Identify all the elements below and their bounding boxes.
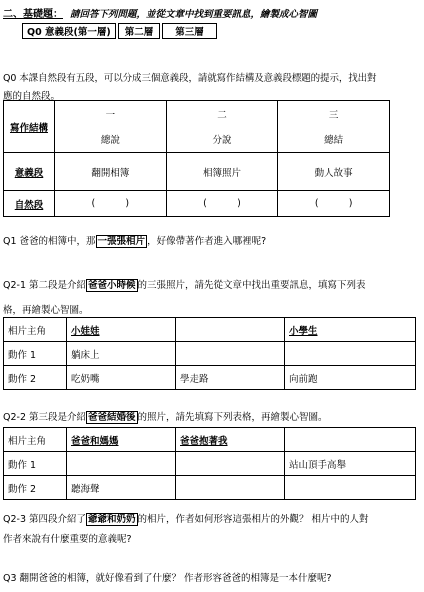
q23-suffix: 的相片，作者如何形容這張相片的外觀？ 相片中的人對 [137, 514, 369, 525]
q23-prefix: Q2-3 第四段介紹了 [3, 514, 87, 525]
q22-cell-2-1: 聽海聲 [67, 476, 176, 500]
q21-highlight: 爸爸小時候 [88, 280, 136, 291]
q21-cell-0-0: 相片主角 [4, 318, 67, 342]
q22-cell-0-0: 相片主角 [4, 428, 67, 452]
q22-cell-1-2 [176, 452, 285, 476]
q21-cell-1-2 [176, 342, 285, 366]
col3-number: 三 [278, 101, 390, 127]
col1-natural: ( ) [55, 191, 167, 217]
q21-prefix: Q2-1 第二段是介紹 [3, 280, 87, 291]
q23-highlight: 爺爺和奶奶 [88, 514, 136, 525]
row-header-natural: 自然段 [4, 191, 55, 217]
col1-number: 一 [55, 101, 167, 127]
col3-natural: ( ) [278, 191, 390, 217]
col2-structure: 分說 [166, 127, 278, 153]
q22-cell-1-1 [67, 452, 176, 476]
q22-cell-0-1: 爸爸和媽媽 [67, 428, 176, 452]
q3-question: Q3 翻開爸爸的相簿，就好像看到了什麼？ 作者形容爸爸的相簿是一本什麼呢? [3, 573, 332, 584]
q21-cell-1-3 [285, 342, 416, 366]
q0-line2: 應的自然段。 [3, 91, 61, 102]
col3-structure: 總結 [278, 127, 390, 153]
row-header-meaning: 意義段 [4, 153, 55, 191]
instruction-text: 請回答下列問題，並從文章中找到重要訊息，繪製成心智圖 [70, 9, 318, 20]
q21-cell-1-1: 躺床上 [67, 342, 176, 366]
q22-table [3, 427, 416, 500]
q22-cell-0-3 [285, 428, 416, 452]
q0-line1: Q0 本課自然段有五段，可以分成三個意義段，請就寫作結構及意義段標題的提示，找出對 [3, 73, 377, 84]
q22-cell-1-0: 動作 1 [4, 452, 67, 476]
q22-cell-2-0: 動作 2 [4, 476, 67, 500]
q22-cell-2-2 [176, 476, 285, 500]
q0-table [3, 100, 390, 217]
level2-label: 第二層 [118, 24, 160, 39]
q1-suffix: ，好像帶著作者進入哪裡呢? [147, 236, 267, 247]
q1-question [3, 233, 266, 247]
q23-line2: 作者來說有什麼重要的意義呢? [3, 534, 132, 545]
col2-number: 二 [166, 101, 278, 127]
col1-meaning: 翻開相簿 [55, 153, 167, 191]
q22-suffix: 的照片，請先填寫下列表格，再繪製心智圖。 [137, 412, 328, 423]
q22-highlight: 爸爸結婚後 [88, 412, 136, 423]
col2-natural: ( ) [166, 191, 278, 217]
q21-suffix: 的三張照片，請先從文章中找出重要訊息，填寫下列表 [137, 280, 366, 291]
level-boxes [22, 23, 217, 39]
q21-table [3, 317, 416, 390]
section-label: 二、基礎題： [3, 9, 63, 20]
col3-meaning: 動人故事 [278, 153, 390, 191]
level3-label: 第三層 [163, 24, 217, 39]
q21-cell-0-3: 小學生 [285, 318, 416, 342]
q21-cell-2-2: 學走路 [176, 366, 285, 390]
row-header-structure: 寫作結構 [4, 101, 55, 153]
q21-cell-2-1: 吃奶嘴 [67, 366, 176, 390]
q21-line2: 格，再繪製心智圖。 [3, 305, 89, 316]
q22-cell-0-2: 爸爸抱著我 [176, 428, 285, 452]
q21-question [3, 277, 366, 291]
q21-cell-0-1: 小娃娃 [67, 318, 176, 342]
q22-cell-1-3: 站山頂手高舉 [285, 452, 416, 476]
q23-question [3, 511, 369, 525]
section-heading [3, 5, 317, 20]
col1-structure: 總說 [55, 127, 167, 153]
q1-highlight: 一張張相片 [97, 236, 146, 247]
q22-question [3, 409, 328, 423]
q22-prefix: Q2-2 第三段是介紹 [3, 412, 87, 423]
col2-meaning: 相簿照片 [166, 153, 278, 191]
q21-cell-0-2 [176, 318, 285, 342]
q21-cell-2-3: 向前跑 [285, 366, 416, 390]
q22-cell-2-3 [285, 476, 416, 500]
q21-cell-2-0: 動作 2 [4, 366, 67, 390]
level1-label: Q0 意義段(第一層) [23, 24, 116, 39]
q21-cell-1-0: 動作 1 [4, 342, 67, 366]
q1-prefix: Q1 爸爸的相簿中，那 [3, 236, 96, 247]
